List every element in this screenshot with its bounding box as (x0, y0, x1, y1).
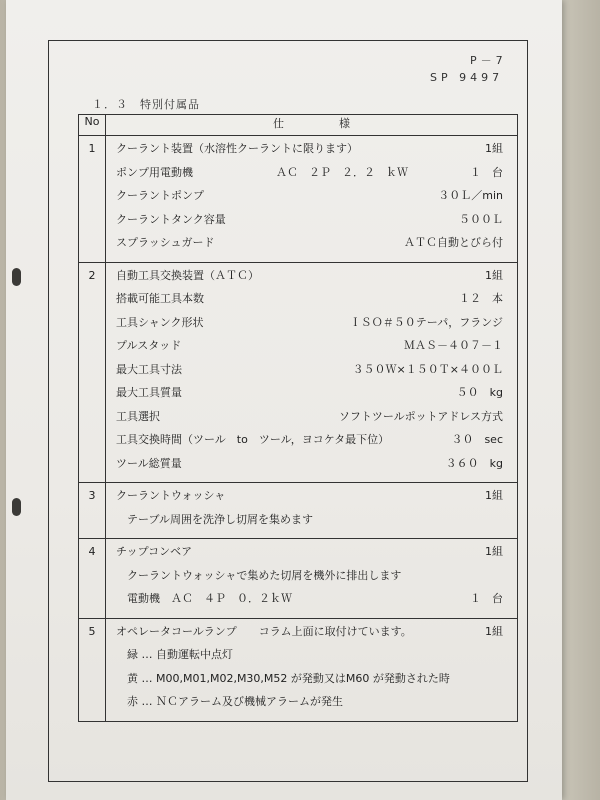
spec-label: 最大工具寸法 (116, 362, 182, 376)
item-number: 3 (79, 483, 106, 539)
item-number: 5 (79, 618, 106, 721)
spec-line (106, 357, 517, 381)
spec-line (106, 380, 517, 404)
spec-label: 搭載可能工具本数 (116, 292, 204, 305)
spec-label: クーラントポンプ (116, 189, 204, 202)
item-spec-cell (106, 262, 518, 483)
item-spec-cell (106, 483, 518, 539)
item-number: 4 (79, 539, 106, 619)
background-page-edge (560, 0, 600, 800)
item-number: 2 (79, 262, 106, 483)
row-padding (106, 530, 517, 538)
column-header-no: No (79, 115, 106, 136)
spec-line (106, 689, 517, 713)
table-row (79, 483, 518, 539)
spec-label: クーラントウォッシャ (116, 489, 226, 502)
table-header-row (79, 115, 518, 136)
spec-value: ＭＡＳ－４０７－１ (404, 339, 503, 352)
spec-label: クーラントタンク容量 (116, 212, 226, 226)
spec-label: 緑 … 自動運転中点灯 (116, 648, 233, 661)
spec-line (106, 183, 517, 207)
spec-line (106, 427, 517, 451)
row-padding (106, 474, 517, 482)
spec-value: 1組 (485, 142, 503, 155)
spec-value: ＡＴＣ自動とびら付 (404, 236, 503, 249)
table-row (79, 262, 518, 483)
spec-label: 工具選択 (116, 409, 160, 423)
punch-hole-icon (12, 498, 21, 516)
row-padding (106, 610, 517, 618)
spec-line (106, 230, 517, 254)
table-row (79, 618, 518, 721)
page-number: P－7 (470, 54, 507, 67)
spec-label: 自動工具交換装置（ＡＴＣ） (116, 268, 259, 282)
spec-line (106, 333, 517, 357)
spec-label: プルスタッド (116, 339, 182, 352)
spec-line (106, 619, 517, 643)
column-header-spec: 仕 様 (106, 115, 518, 136)
spec-value: 1組 (485, 489, 503, 502)
spec-value: ３５０Ｗ×１５０Ｔ×４００Ｌ (352, 362, 503, 376)
spec-line (106, 160, 517, 184)
item-spec-cell (106, 618, 518, 721)
spec-label: テーブル周囲を洗浄し切屑を集めます (116, 512, 314, 526)
spec-value: １ 台 (470, 592, 503, 605)
spec-line (106, 286, 517, 310)
spec-line (106, 451, 517, 475)
spec-value: ３６０ kg (445, 456, 503, 470)
spec-label: 最大工具質量 (116, 386, 182, 399)
spec-line (106, 207, 517, 231)
spec-table (78, 114, 518, 722)
spec-label: ポンプ用電動機 (116, 165, 193, 179)
spec-label: クーラントウォッシャで集めた切屑を機外に排出します (116, 568, 402, 582)
spec-label: スプラッシュガード (116, 236, 215, 249)
spec-label: クーラント装置（水溶性クーラントに限ります） (116, 142, 358, 155)
spec-label: オペレータコールランプ コラム上面に取付けています。 (116, 624, 412, 638)
spec-line (106, 507, 517, 531)
spec-line (106, 404, 517, 428)
spec-line (106, 263, 517, 287)
spec-value: １２ 本 (459, 292, 503, 305)
item-spec-cell (106, 539, 518, 619)
spec-value: ソフトツールポットアドレス方式 (338, 409, 503, 423)
spec-label: 赤 … ＮＣアラーム及び機械アラームが発生 (116, 695, 343, 708)
spec-value: ５００Ｌ (459, 212, 503, 226)
table-row (79, 539, 518, 619)
item-spec-cell (106, 136, 518, 263)
spec-value: 1組 (485, 268, 503, 282)
spec-label: チップコンベア (116, 545, 193, 558)
spec-value: １ 台 (470, 165, 503, 179)
punch-hole-icon (12, 268, 21, 286)
spec-value: 1組 (485, 545, 503, 558)
spec-value: ５０ kg (456, 386, 503, 399)
spec-value: ＩＳＯ＃５０テーパ，フランジ (349, 315, 503, 329)
spec-label: ツール総質量 (116, 456, 182, 470)
spec-value: ３０ sec (451, 433, 503, 446)
spec-line (106, 136, 517, 160)
spec-line (106, 310, 517, 334)
spec-label: 電動機 ＡＣ ４Ｐ ０．２ｋＷ (116, 592, 292, 605)
spec-label: 黄 … M00,M01,M02,M30,M52 が発動又はM60 が発動された時 (116, 671, 450, 685)
spec-line (106, 642, 517, 666)
spec-line (106, 666, 517, 690)
spec-value: 1組 (485, 624, 503, 638)
row-padding (106, 254, 517, 262)
section-title: １．３ 特別付属品 (92, 98, 200, 111)
spec-line (106, 563, 517, 587)
table-row (79, 136, 518, 263)
spec-label: 工具シャンク形状 (116, 315, 204, 329)
spec-value: ３０Ｌ／min (438, 189, 503, 202)
spec-line (106, 586, 517, 610)
document-number: SP 9497 (430, 71, 504, 84)
row-padding (106, 713, 517, 721)
spec-line (106, 539, 517, 563)
spec-label: 工具交換時間（ツール to ツール，ヨコケタ最下位） (116, 433, 390, 446)
item-number: 1 (79, 136, 106, 263)
spec-line (106, 483, 517, 507)
spec-mid-value: ＡＣ ２Ｐ ２．２ ｋＷ (276, 165, 408, 179)
